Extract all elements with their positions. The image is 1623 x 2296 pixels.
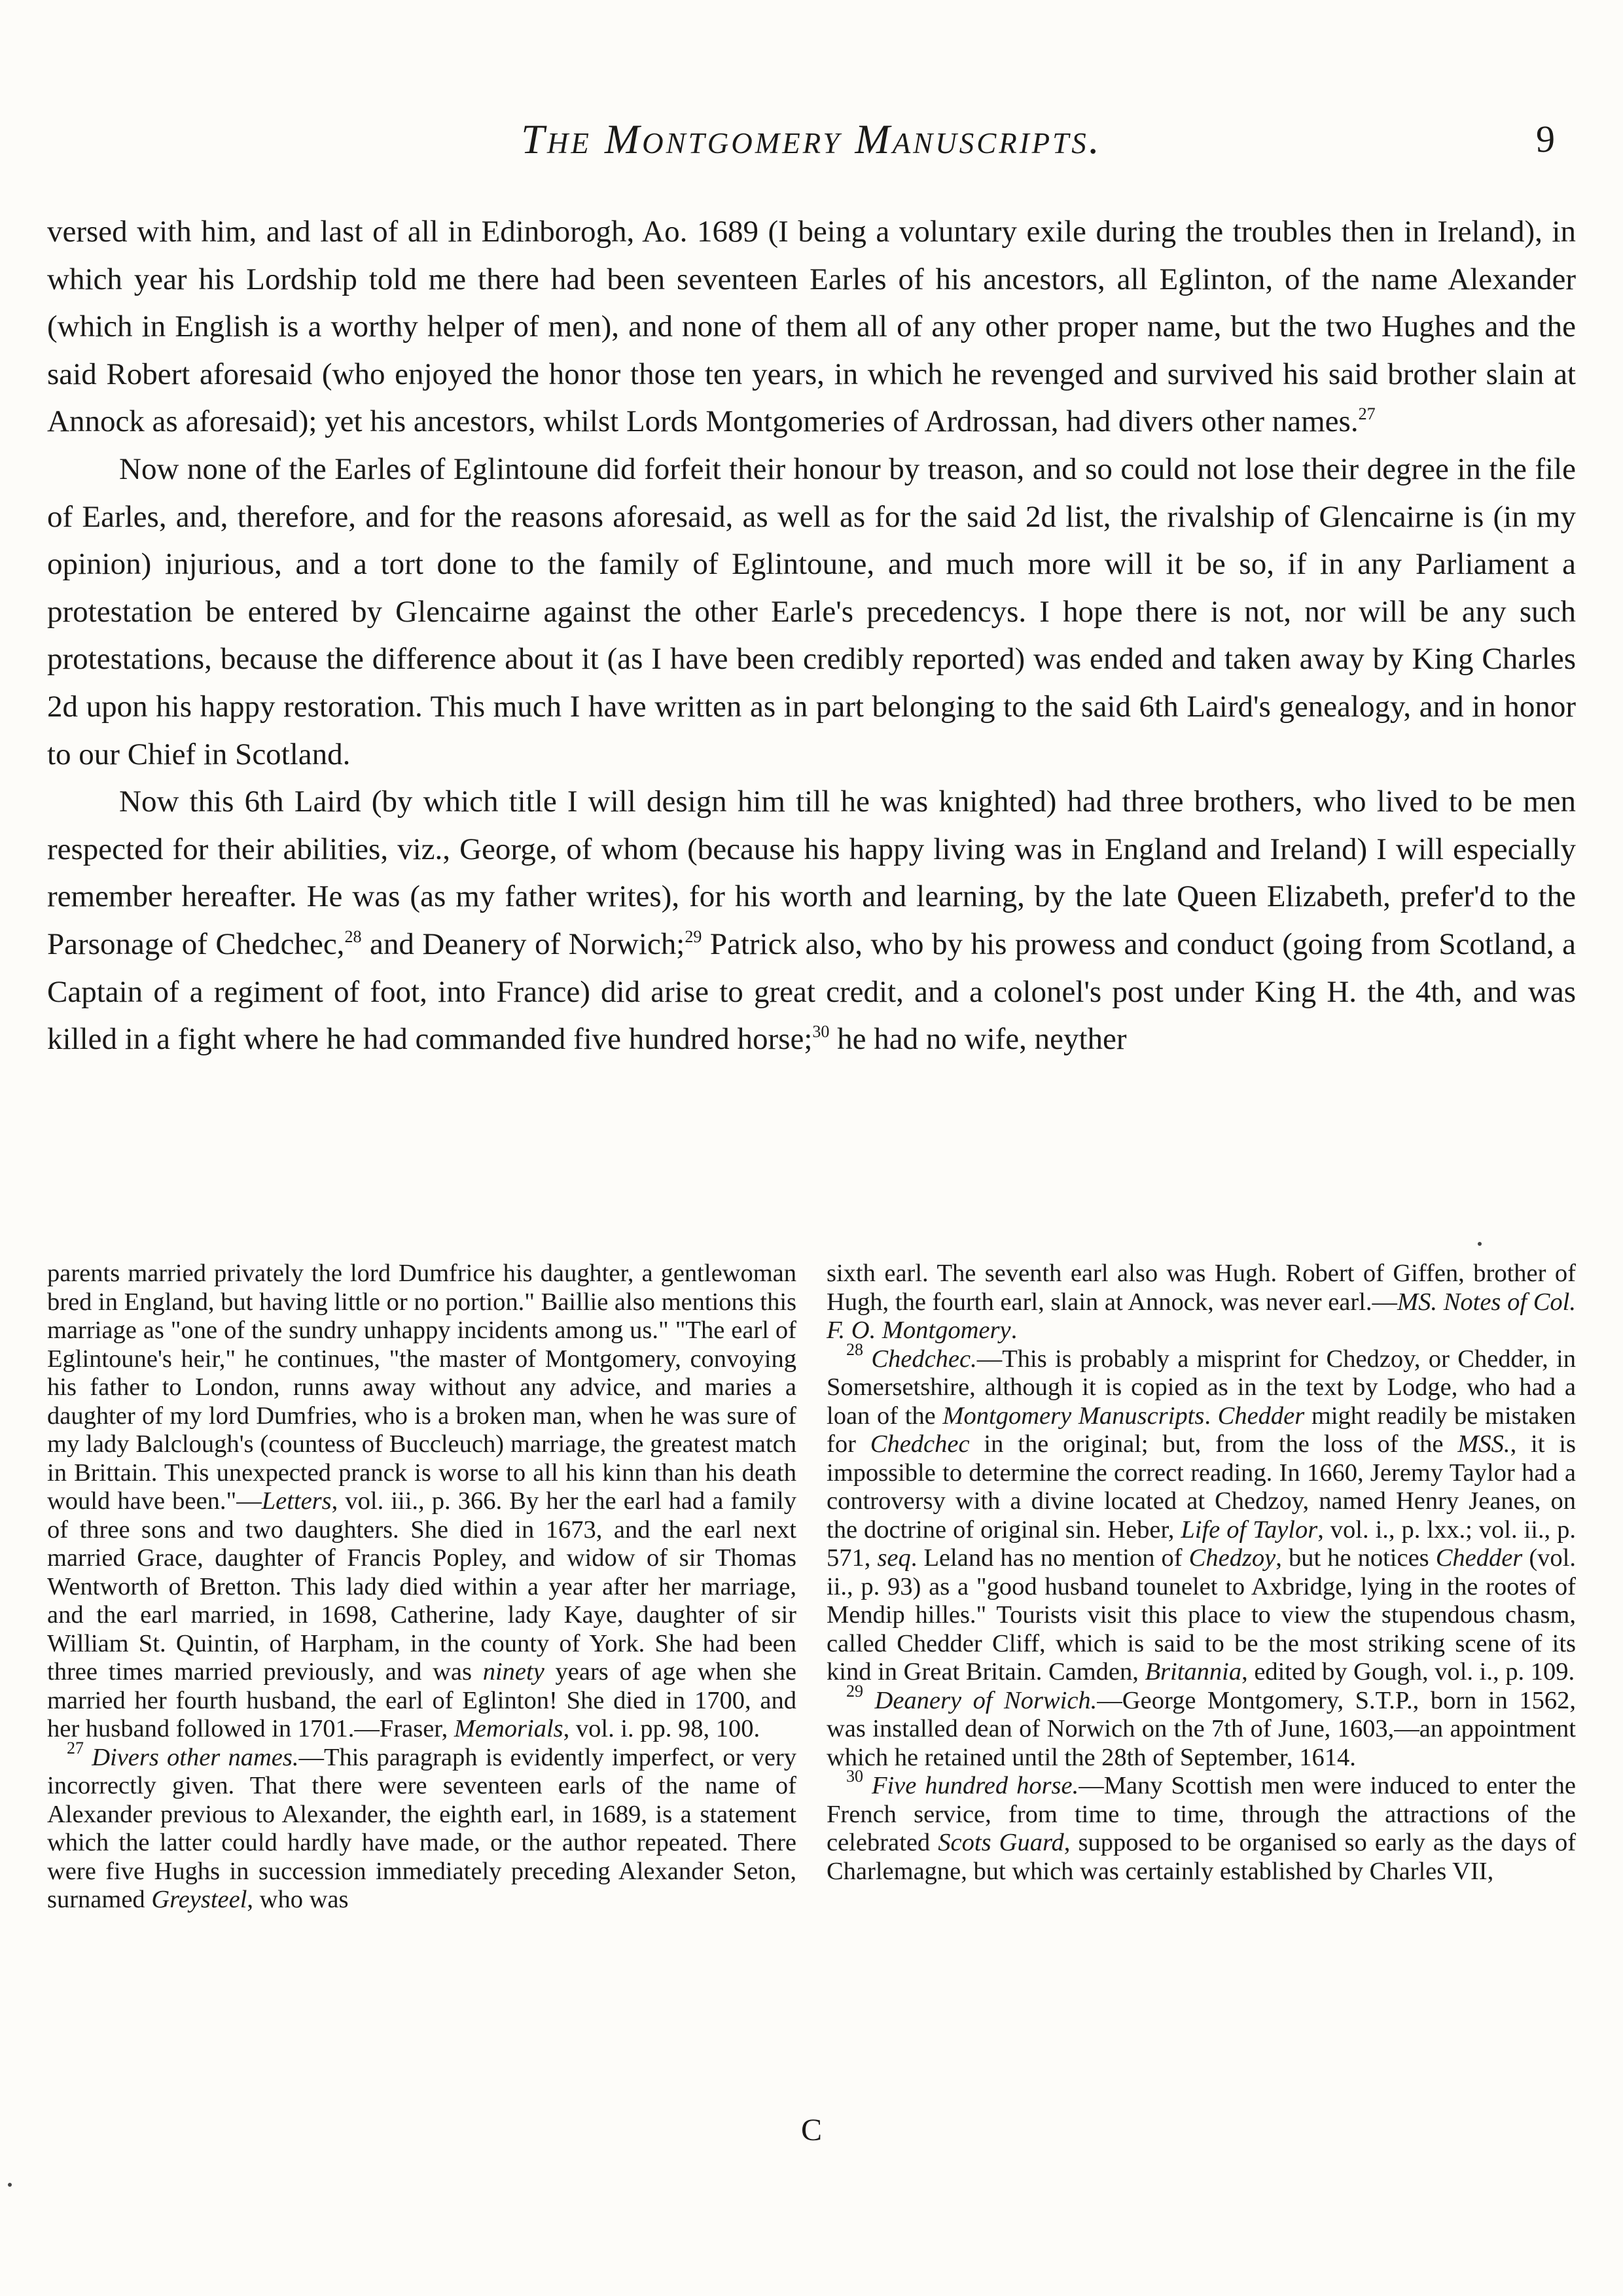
footnote-text: —Many Scottish men were induced to enter the French service, from time to time, through the attractions of the celebrated	[827, 1772, 1577, 1856]
footnote-text: —This paragraph is evidently imperfect, or very incorrectly given. That there were seventeen earls of the name of Alexander previous to Alexander, the eighth earl, in 1689, is a statement which the latter could hardly have made, or the author repeated. There were five Hughs in succession immediately preceding Alexander Seton, surnamed	[47, 1743, 796, 1913]
footnote-text: , vol. i., p. lxx.; vol. ii., p. 571,	[827, 1515, 1576, 1572]
footnote-emphasis: Greysteel	[151, 1886, 247, 1913]
footnote-text: , supposed to be organised so early as the days of Charlemagne, but which was certainly established by Charles VII,	[827, 1829, 1577, 1885]
footnote-title: Chedchec.	[871, 1345, 977, 1373]
footnote-text: (vol. ii., p. 93) as a "good husband tounelet to Axbridge, lying in the rootes of Mendip hilles." Tourists visit this place to view the stupendous chasm, called Chedder Cliff, which is said to be the most striking scene of its kind in Great Britain. Camden,	[827, 1544, 1576, 1686]
running-title: The Montgomery Manuscripts.	[521, 116, 1102, 162]
paragraph-text: Patrick also, who by his prowess and conduct (going from Scotland, a Captain of a regiment of foot, into France) did arise to great credit, and a colonel's post under King H. the 4th, and was killed in a fight where he had commanded five hundred horse;	[47, 927, 1577, 1057]
page-header	[47, 110, 1576, 169]
paragraph-3	[47, 778, 1576, 1063]
footnote-ref-28: 28	[344, 927, 362, 946]
footnote-text: , vol. iii., p. 366. By her the earl had a family of three sons and two daughters. She died in 1673, and the earl next married Grace, daughter of Francis Popley, and widow of sir Thomas Wentworth of Bretton. This lady died within a year after her marriage, and the earl married, in 1698, Catherine, lady Kaye, daughter of sir William St. Quintin, of Harpham, in the county of York. She had been three times married previously, and was	[47, 1487, 796, 1686]
footnote-text: .	[1204, 1402, 1218, 1430]
footnote-title: Divers other names.	[92, 1743, 299, 1771]
footnote-emphasis: Chedder	[1435, 1544, 1523, 1572]
footnote-29	[827, 1681, 1576, 1773]
footnote-text: , who was	[247, 1886, 349, 1913]
footnote-ref-27: 27	[1358, 404, 1376, 424]
ink-speck	[1478, 1242, 1482, 1246]
footnote-emphasis: Life of Taylor	[1181, 1515, 1318, 1544]
footnote-30	[827, 1767, 1577, 1886]
footnotes-right-column	[827, 1260, 1576, 2104]
footnote-emphasis: ninety	[482, 1658, 544, 1686]
footnote-text: parents married privately the lord Dumfrice his daughter, a gentlewoman bred in England, but having little or no portion." Baillie also mentions this marriage as "one of the sundry unhappy incidents among us." "The earl of Eglintoune's heir," he continues, "the master of Montgomery, convoying his father to London, runns away without any advice, and maries a daughter of my lord Dumfries, who is a broken man, when he was sure of my lady Balclough's (countess of Buccleuch) marriage, the greatest match in Brittain. This unexpected pranck is worse to all his kinn than his death would have been."	[47, 1260, 796, 1515]
footnote-28	[827, 1339, 1577, 1687]
footnote-emphasis: Chedzoy	[1188, 1544, 1276, 1572]
footnote-emphasis: MSS.	[1457, 1430, 1510, 1458]
paragraph-text: Now none of the Earles of Eglintoune did forfeit their honour by treason, and so could not lose their degree in the file of Earles, and, therefore, and for the reasons aforesaid, as well as for the said 2d list, the rivalship of Glencairne is (in my opinion) injurious, and a tort done to the family of Eglintoune, and much more will it be so, if in any Parliament a protestation be entered by Glencairne against the other Earle's precedencys. I hope there is not, nor will be any such protestations, because the difference about it (as I have been credibly reported) was ended and taken away by King Charles 2d upon his happy restoration. This much I have written as in part belonging to the said 6th Laird's genealogy, and in honor to our Chief in Scotland.	[47, 451, 1576, 771]
footnote-number: 29	[846, 1681, 863, 1701]
paragraph-1	[47, 208, 1576, 446]
paragraph-text: versed with him, and last of all in Edinborogh, Ao. 1689 (I being a voluntary exile during the troubles then in Ireland), in which year his Lordship told me there had been seventeen Earles of his ancestors, all Eglinton, of the name Alexander (which in English is a worthy helper of men), and none of them all of any other proper name, but the two Hughes and the said Robert aforesaid (who enjoyed the honor those ten years, in which he revenged and survived his said brother slain at Annock as aforesaid); yet his ancestors, whilst Lords Montgomeries of Ardrossan, had divers other names.	[47, 215, 1576, 439]
footnote-title: Deanery of Norwich.	[874, 1686, 1097, 1714]
footnote-ref-30: 30	[812, 1022, 830, 1042]
footnote-text: sixth earl. The seventh earl also was Hugh. Robert of Giffen, brother of Hugh, the fourth earl, slain at Annock, was never earl.—	[827, 1260, 1576, 1316]
footnote-27	[47, 1738, 796, 1915]
ink-speck	[8, 2183, 12, 2187]
footnotes-left-column	[47, 1260, 796, 2104]
paragraph-2	[47, 446, 1576, 778]
footnote-ref-29: 29	[685, 927, 702, 946]
paragraph-text: and Deanery of Norwich;	[361, 927, 685, 961]
footnote-emphasis: seq	[877, 1544, 911, 1572]
footnote-citation: Letters	[261, 1487, 332, 1515]
footnote-text: in the original; but, from the loss of the	[969, 1430, 1458, 1458]
paragraph-text: he had no wife, neyther	[829, 1022, 1127, 1057]
footnote-title: Five hundred horse.	[871, 1772, 1079, 1799]
footnote-text: —George Montgomery, S.T.P., born in 1562, was installed dean of Norwich on the 7th of June, 1603,—an appointment which he retained until the 28th of September, 1614.	[827, 1686, 1576, 1771]
footnote-number: 30	[846, 1767, 863, 1786]
footnote-citation: MS. Notes of Col. F. O. Montgomery	[827, 1288, 1576, 1344]
signature-mark: C	[800, 2113, 822, 2147]
footnote-text: . Leland has no mention of	[910, 1544, 1189, 1572]
paragraph-text: Now this 6th Laird (by which title I will design him till he was knighted) had three brothers, who lived to be men respected for their abilities, viz., George, of whom (because his happy living was in England and Ireland) I will especially remember hereafter. He was (as my father writes), for his worth and learning, by the late Queen Elizabeth, prefer'd to the Parsonage of Chedchec,	[47, 785, 1576, 961]
footnote-emphasis: Scots Guard	[938, 1829, 1064, 1856]
footnote-emphasis: Britannia	[1145, 1658, 1242, 1686]
footnote-citation: Memorials	[454, 1715, 563, 1742]
footnote-number: 28	[846, 1339, 863, 1359]
footnote-text: might readily be mistaken for	[827, 1402, 1577, 1458]
footnote-text: , but he notices	[1275, 1544, 1436, 1572]
footnote-text: , it is impossible to determine the correct reading. In 1660, Jeremy Taylor had a controversy with a divine located at Chedzoy, named Henry Jeanes, on the doctrine of original sin. Heber,	[827, 1430, 1576, 1544]
footnote-continuation	[827, 1260, 1576, 1345]
footnote-emphasis: Montgomery Manuscripts	[942, 1402, 1205, 1430]
footnote-number: 27	[67, 1738, 84, 1757]
footnote-emphasis: Chedchec	[870, 1430, 970, 1458]
footnote-continuation: parents married privately the lord Dumfrice his daughter, a gentlewoman bred in England, but having little or no portion." Baillie also mentions this marriage as "one of the sundry unhappy incidents among us." "The earl of Eglintoune's heir," he continues, "the master of Montgomery, convoying his father to London, runns away without any advice, and maries a daughter of my lord Dumfries, who is a broken man, when he was sure of my lady Balclough's (countess of Buccleuch) marriage, the greatest match in Brittain. This unexpected pranck is worse to all his kinn than his death would have been."—Letters, vol. iii., p. 366. By her the earl had a family of three sons and two daughters. She died in 1673, and the earl next married Grace, daughter of Francis Popley, and widow of sir Thomas Wentworth of Bretton. This lady died within a year after her marriage, and the earl married, in 1698, Catherine, lady Kaye, daughter of sir William St. Quintin, of Harpham, in the county of York. She had been three times married previously, and was ninety years of age when she married her fourth husband, the earl of Eglinton! She died in 1700, and her husband followed in 1701.—Fraser, Memorials, vol. i. pp. 98, 100.	[47, 1260, 797, 1742]
footnote-text: , edited by Gough, vol. i., p. 109.	[1241, 1658, 1575, 1686]
footnote-text: .	[1010, 1316, 1018, 1344]
footnotes	[47, 1260, 1576, 2104]
footnote-emphasis: Chedder	[1217, 1402, 1305, 1430]
footnote-text: —This is probably a misprint for Chedzoy, or Chedder, in Somersetshire, although it is copied as in the text by Lodge, who had a loan of the	[827, 1345, 1576, 1430]
footnote-text: , vol. i. pp. 98, 100.	[563, 1715, 760, 1742]
main-text	[47, 208, 1576, 1063]
footnote-text: years of age when she married her fourth husband, the earl of Eglinton! She died in 1700, and her husband followed in 1701.—Fraser,	[47, 1658, 797, 1742]
page-number: 9	[1536, 118, 1555, 160]
